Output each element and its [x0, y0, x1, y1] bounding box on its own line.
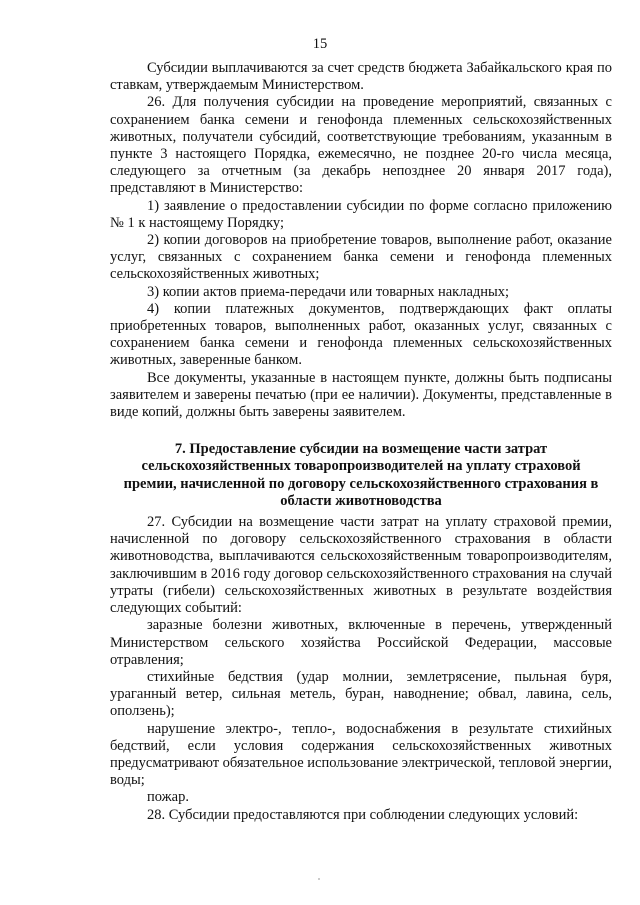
document-body — [110, 60, 612, 824]
list-item-4: 4) копии платежных документов, подтверждающих факт оплаты приобретенных товаров, выполненных работ, оказанных услуг, связанных с сохранением банка семени и генофонда племенных сельскохозяйственных животных, заверенные банком. — [110, 300, 612, 369]
list-item-1: 1) заявление о предоставлении субсидии по форме согласно приложению № 1 к настоящему Порядку; — [110, 197, 612, 231]
section-title-line: 7. Предоставление субсидии на возмещение части затрат — [174, 441, 548, 458]
list-item-2: 2) копии договоров на приобретение товаров, выполнение работ, оказание услуг, связанных с сохранением банка семени и генофонда племенных сельскохозяйственных животных; — [110, 232, 612, 283]
paragraph-27: 27. Субсидии на возмещение части затрат на уплату страховой премии, начисленной по договору сельскохозяйственного страхования в области животноводства, выплачиваются сельскохозяйственным товаропроизводителям, заключившим в 2016 году договор сельскохозяйственного страхования на случай утраты (гибели) сельскохозяйственных животных в результате воздействия следующих событий: — [110, 514, 613, 617]
paragraph-subsidy-payment: Субсидии выплачиваются за счет средств бюджета Забайкальского края по ставкам, утверждаемым Министерством. — [110, 60, 612, 94]
section-title-line: сельскохозяйственных товаропроизводителей на уплату страховой — [141, 458, 581, 475]
list-item-3: 3) копии актов приема-передачи или товарных накладных; — [147, 283, 510, 300]
event-item-fire: пожар. — [147, 789, 189, 806]
event-item-diseases: заразные болезни животных, включенные в перечень, утвержденный Министерством сельского хозяйства Российской Федерации, массовые отравления; — [110, 617, 612, 668]
event-item-utility-disruption: нарушение электро-, тепло-, водоснабжения в результате стихийных бедствий, если условия содержания сельскохозяйственных животных предусматривают обязательное использование электрической, тепловой энергии, воды; — [110, 720, 612, 789]
scan-artifact — [318, 878, 320, 880]
paragraph-26: 26. Для получения субсидии на проведение мероприятий, связанных с сохранением банка семени и генофонда племенных сельскохозяйственных животных, получатели субсидий, соответствующие требованиям, указанным в пункте 3 настоящего Порядка, ежемесячно, не позднее 20-го числа месяца, следующего за отчетным (за декабрь непозднее 20 января 2017 года), представляют в Министерство: — [110, 94, 612, 197]
event-item-natural-disasters: стихийные бедствия (удар молнии, землетрясение, пыльная буря, ураганный ветер, сильная метель, буран, наводнение; обвал, лавина, сель, оползень); — [110, 668, 612, 720]
section-title — [110, 441, 612, 510]
section-title-line: премии, начисленной по договору сельскохозяйственного страхования в — [123, 475, 599, 492]
section-title-line: области животноводства — [280, 492, 442, 509]
paragraph-28: 28. Субсидии предоставляются при соблюдении следующих условий: — [147, 806, 579, 823]
page-number: 15 — [312, 36, 328, 52]
paragraph-documents-signed: Все документы, указанные в настоящем пункте, должны быть подписаны заявителем и заверены печатью (при ее наличии). Документы, представленные в виде копий, должны быть заверены заявителем. — [110, 369, 612, 421]
